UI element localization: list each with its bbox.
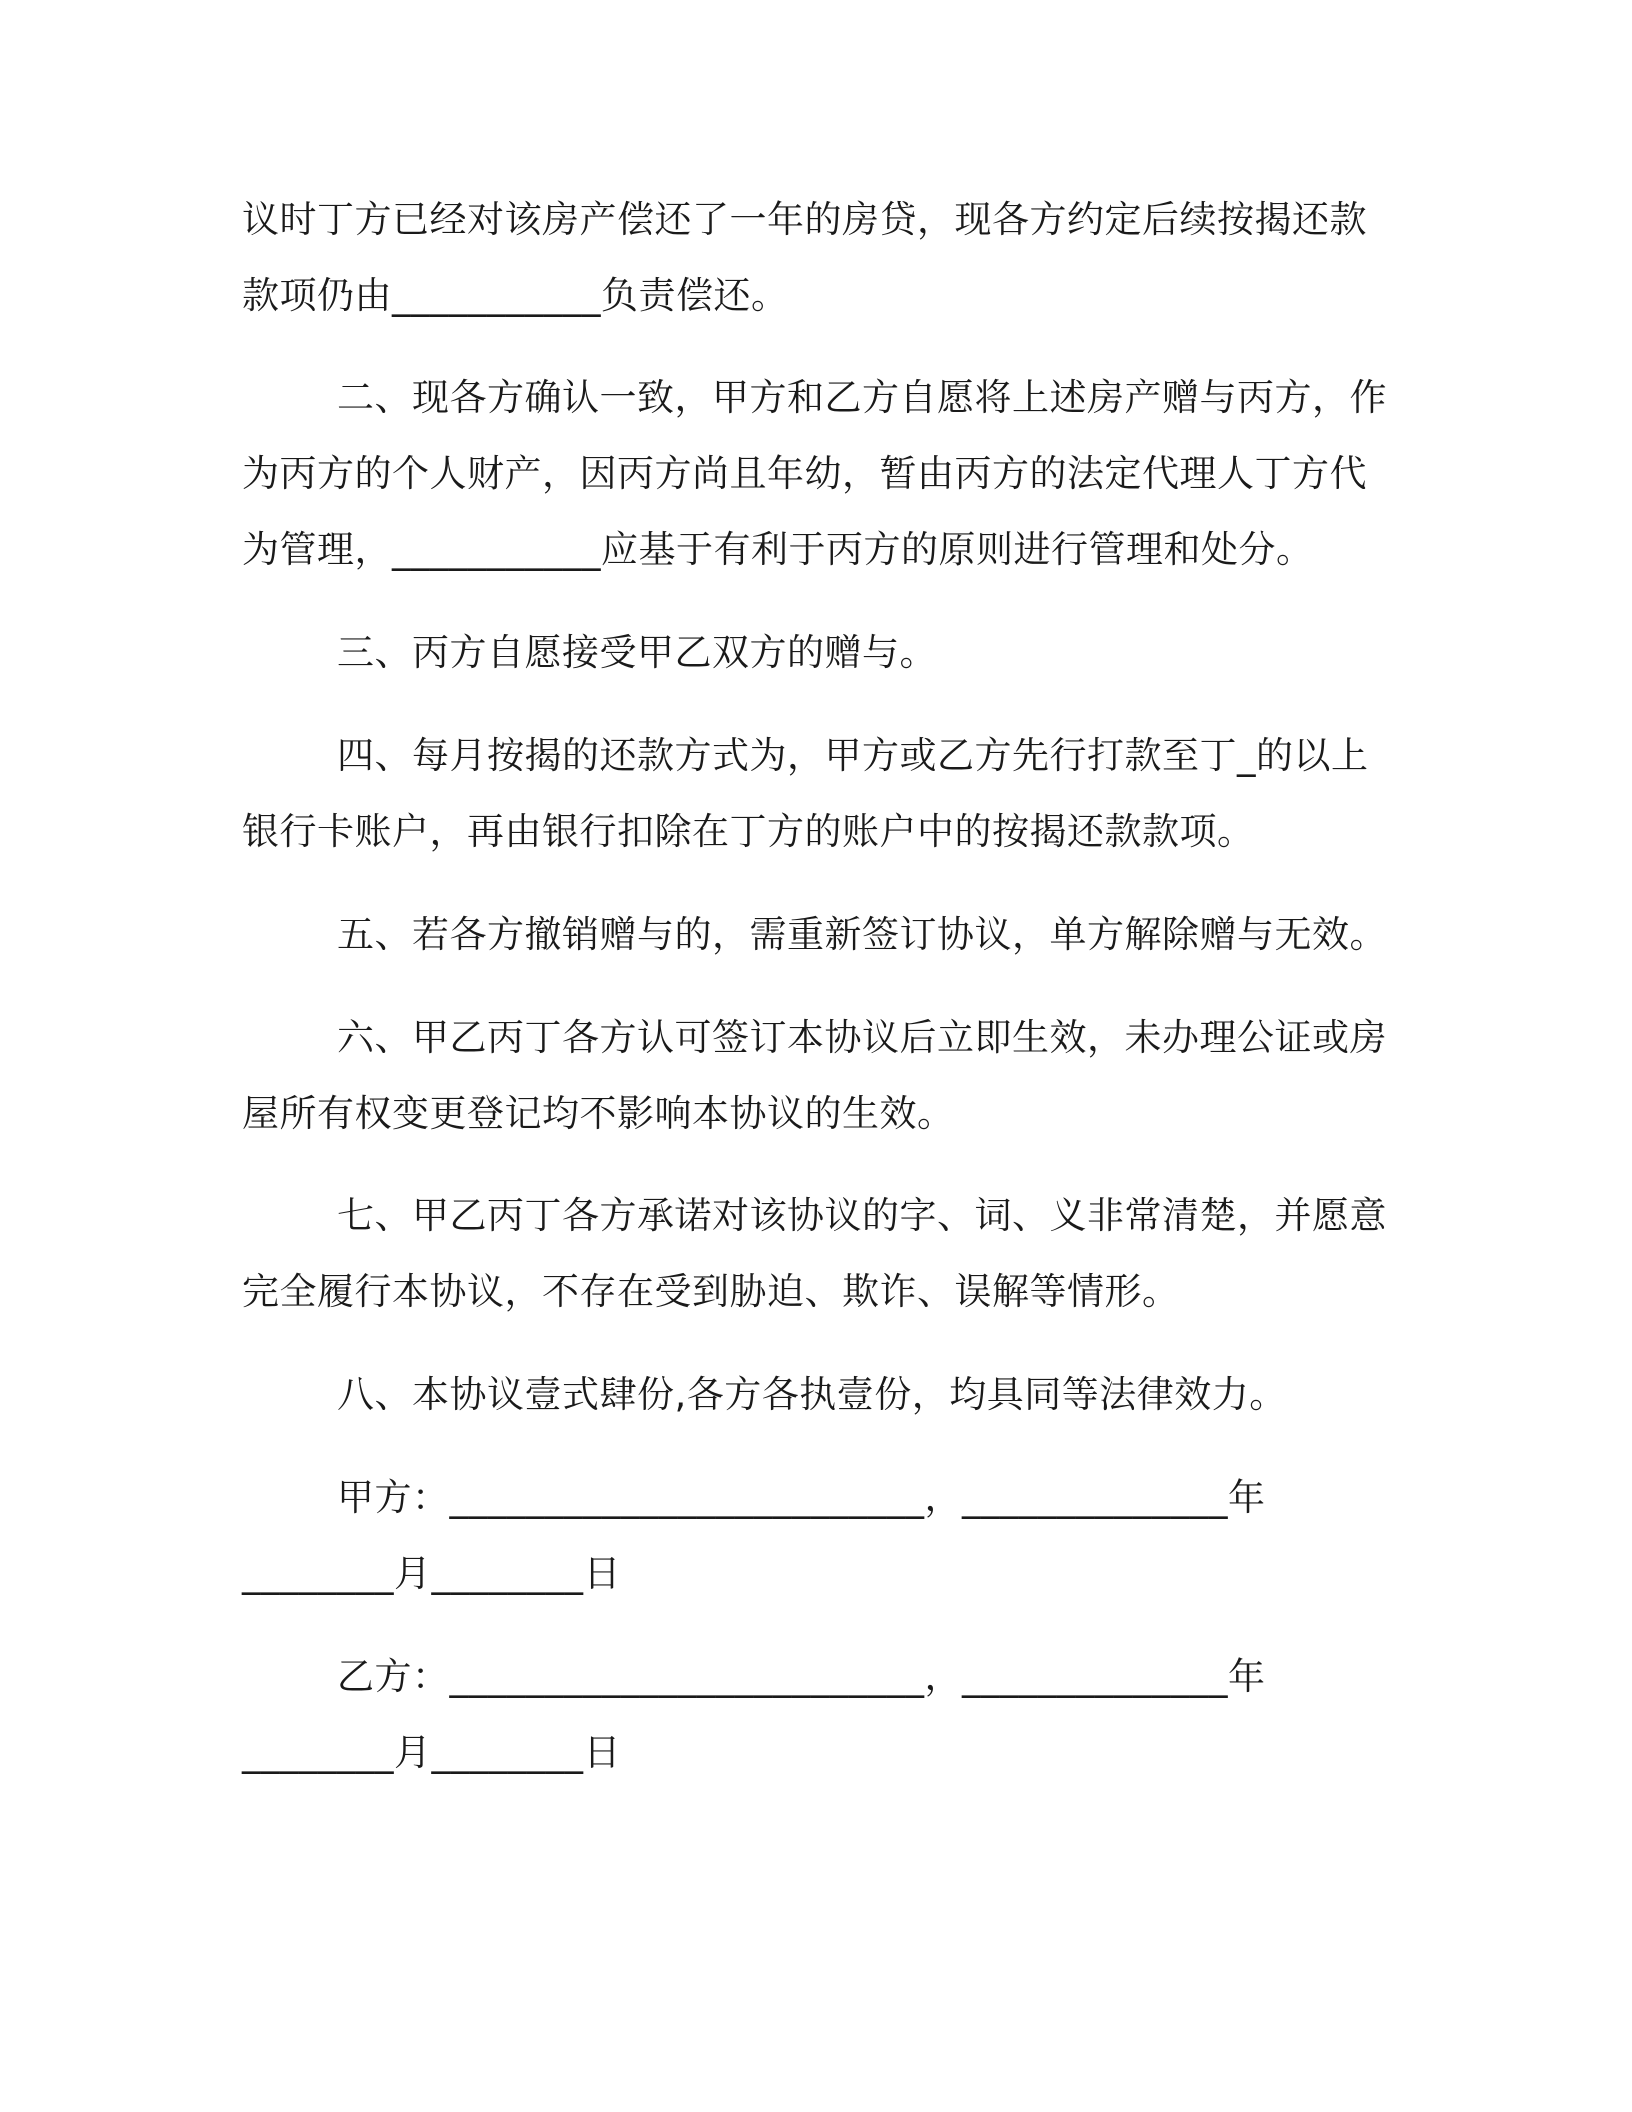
party-b-signature-line: 乙方：_________________________，______________年: [337, 1655, 1266, 1698]
clause-6-line-1: 六、甲乙丙丁各方认可签订本协议后立即生效，未办理公证或房: [337, 1016, 1387, 1059]
clause-7-line-1: 七、甲乙丙丁各方承诺对该协议的字、词、义非常清楚，并愿意: [337, 1194, 1387, 1237]
clause-6-line-2: 屋所有权变更登记均不影响本协议的生效。: [242, 1092, 955, 1135]
clause-3-line-1: 三、丙方自愿接受甲乙双方的赠与。: [337, 631, 937, 674]
clause-4-line-1: 四、每月按揭的还款方式为，甲方或乙方先行打款至丁_的以上: [337, 734, 1369, 777]
clause-1-continuation-line-2: 款项仍由___________负责偿还。: [242, 274, 789, 317]
party-a-date-line: ________月________日: [242, 1552, 621, 1595]
clause-2-line-1: 二、现各方确认一致，甲方和乙方自愿将上述房产赠与丙方，作: [337, 376, 1387, 419]
party-a-signature-line: 甲方：_________________________，______________年: [337, 1476, 1266, 1519]
party-b-date-line: ________月________日: [242, 1731, 621, 1774]
clause-2-line-2: 为丙方的个人财产，因丙方尚且年幼，暂由丙方的法定代理人丁方代: [242, 452, 1367, 495]
clause-4-line-2: 银行卡账户，再由银行扣除在丁方的账户中的按揭还款款项。: [242, 810, 1255, 853]
clause-1-continuation-line-1: 议时丁方已经对该房产偿还了一年的房贷，现各方约定后续按揭还款: [242, 198, 1367, 241]
clause-8-line-1: 八、本协议壹式肆份,各方各执壹份，均具同等法律效力。: [337, 1373, 1287, 1416]
clause-7-line-2: 完全履行本协议，不存在受到胁迫、欺诈、误解等情形。: [242, 1270, 1180, 1313]
clause-5-line-1: 五、若各方撤销赠与的，需重新签订协议，单方解除赠与无效。: [337, 913, 1387, 956]
clause-2-line-3: 为管理，___________应基于有利于丙方的原则进行管理和处分。: [242, 528, 1314, 571]
